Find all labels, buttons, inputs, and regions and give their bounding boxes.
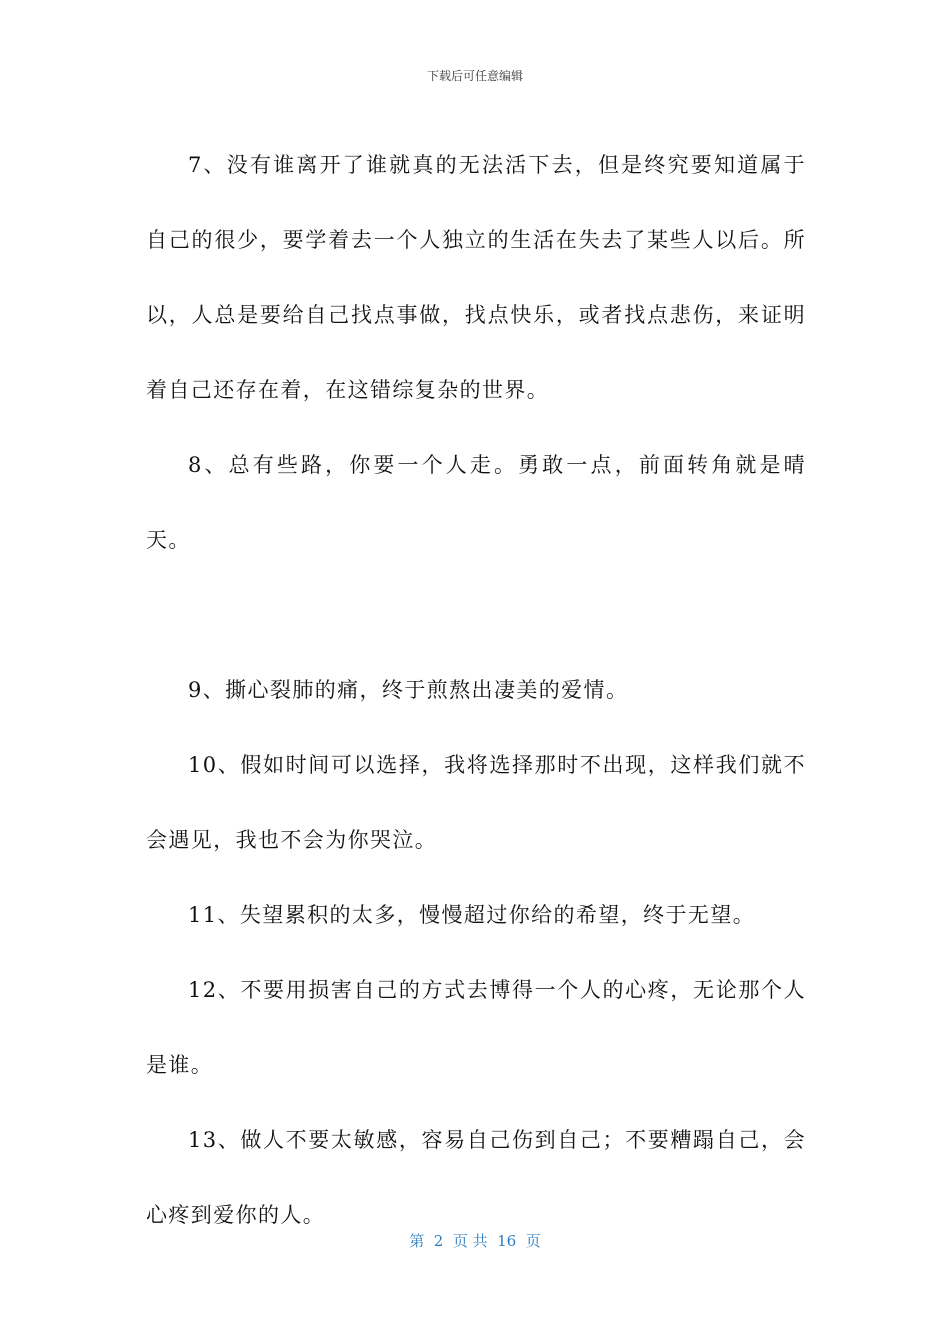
paragraph-13: 13、做人不要太敏感，容易自己伤到自己；不要糟蹋自己，会心疼到爱你的人。	[146, 1128, 806, 1227]
blank-line	[146, 578, 806, 653]
paragraph-10: 10、假如时间可以选择，我将选择那时不出现，这样我们就不会遇见，我也不会为你哭泣。	[146, 753, 806, 852]
page-header: 下载后可任意编辑	[426, 69, 523, 83]
document-body	[146, 128, 806, 1253]
paragraph-7: 7、没有谁离开了谁就真的无法活下去，但是终究要知道属于自己的很少，要学着去一个人独立的生活在失去了某些人以后。所以，人总是要给自己找点事做，找点快乐，或者找点悲伤，来证明着自己还存在着，在这错综复杂的世界。	[146, 153, 806, 402]
paragraph-8: 8、总有些路，你要一个人走。勇敢一点，前面转角就是晴天。	[146, 453, 806, 552]
paragraph-9: 9、撕心裂肺的痛，终于煎熬出凄美的爱情。	[188, 678, 629, 702]
paragraph-11: 11、失望累积的太多，慢慢超过你给的希望，终于无望。	[188, 903, 756, 927]
page-footer: 第 2 页 共 16 页	[409, 1232, 541, 1250]
paragraph-12: 12、不要用损害自己的方式去博得一个人的心疼，无论那个人是谁。	[146, 978, 806, 1077]
